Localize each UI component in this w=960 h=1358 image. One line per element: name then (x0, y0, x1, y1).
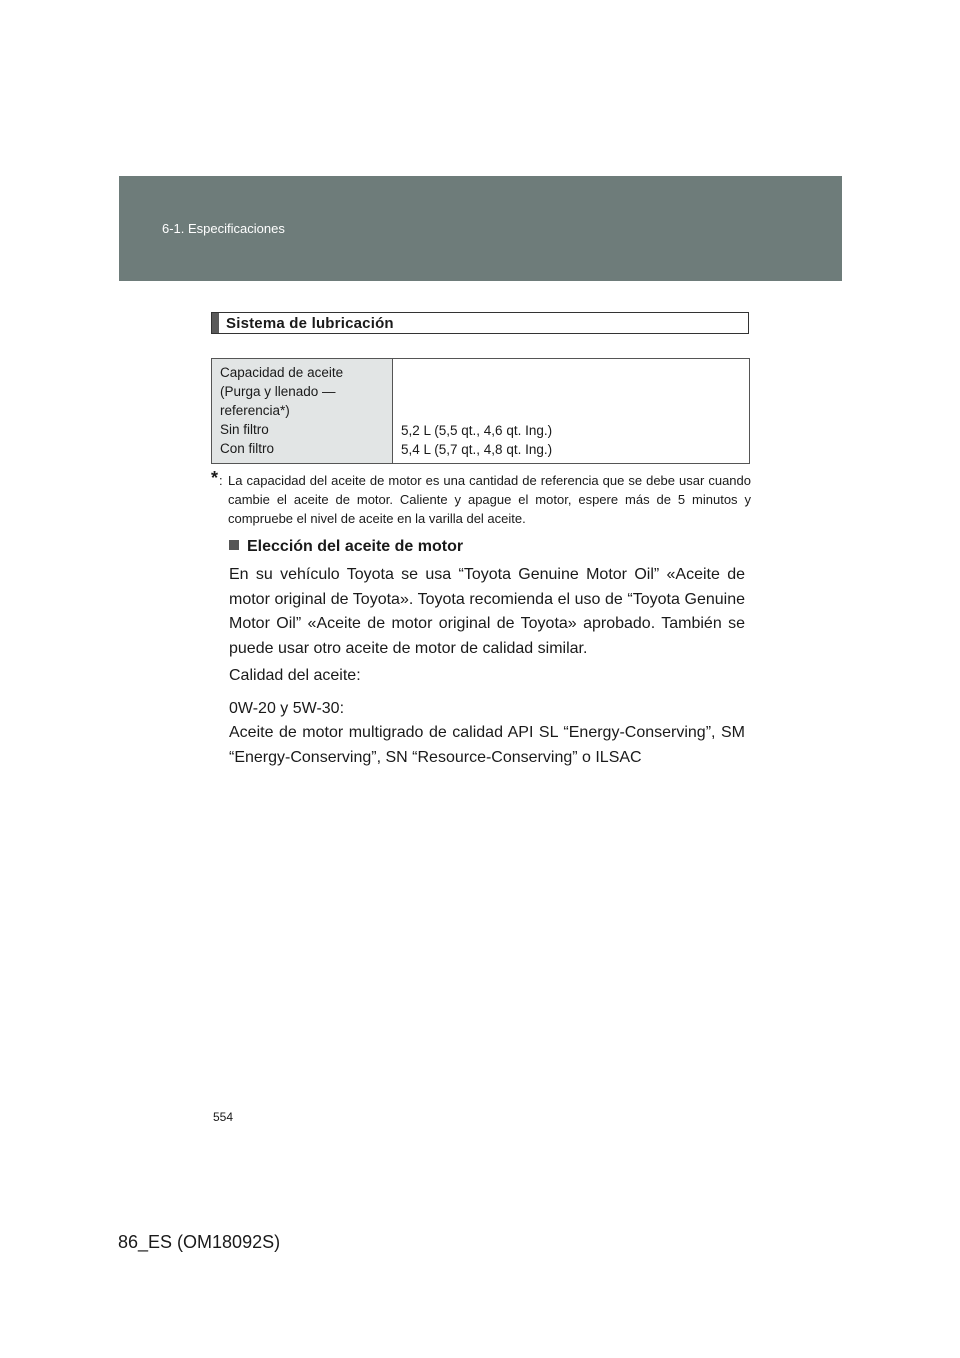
spec-value-line: 5,2 L (5,5 qt., 4,6 qt. Ing.) (401, 423, 553, 438)
title-accent-bar (212, 313, 219, 333)
section-label: 6-1. Especificaciones (162, 221, 285, 236)
section-title: Sistema de lubricación (226, 315, 394, 332)
header-band (119, 176, 842, 281)
document-code: 86_ES (OM18092S) (118, 1232, 281, 1252)
spec-label-line: (Purga y llenado — (220, 384, 336, 399)
page-number: 554 (213, 1110, 234, 1124)
subsection-heading (229, 538, 463, 556)
body-paragraph: En su vehículo Toyota se usa “Toyota Genuine Motor Oil” «Aceite de motor original de Toyota». Toyota recomienda el uso de “Toyota Genuine Motor Oil” «Aceite de motor original de Toyota» aprobado. También se puede usar otro aceite de motor de calidad similar. (229, 566, 745, 657)
footnote-marker: * (211, 468, 219, 488)
footnote-text: La capacidad del aceite de motor es una cantidad de referencia que se debe usar cuando cambie el aceite de motor. Caliente y apague el motor, espere más de 5 minutos y compruebe el nivel de aceite en la varilla del aceite. (228, 473, 751, 526)
footnote (211, 468, 751, 528)
subsection-title: Elección del aceite de motor (247, 538, 464, 555)
spec-value-line: 5,4 L (5,7 qt., 4,8 qt. Ing.) (401, 442, 553, 457)
footnote-colon: : (219, 473, 223, 488)
square-bullet-icon (229, 540, 239, 550)
table-row (212, 359, 750, 464)
spec-label-cell (212, 359, 393, 464)
section-title-box (211, 312, 749, 334)
spec-value-cell (393, 359, 750, 464)
spec-table (211, 358, 750, 464)
spec-label-line: Con filtro (220, 441, 275, 456)
oil-grade: 0W-20 y 5W-30: (229, 700, 345, 717)
spec-label-line: Sin filtro (220, 422, 269, 437)
spec-label-line: Capacidad de aceite (220, 365, 344, 380)
oil-quality-label: Calidad del aceite: (229, 667, 361, 684)
spec-label-line: referencia*) (220, 403, 290, 418)
oil-grade-description: Aceite de motor multigrado de calidad API SL “Energy-Conserving”, SM “Energy-Conserving”, SN “Resource-Conserving” o ILSAC (229, 724, 745, 766)
